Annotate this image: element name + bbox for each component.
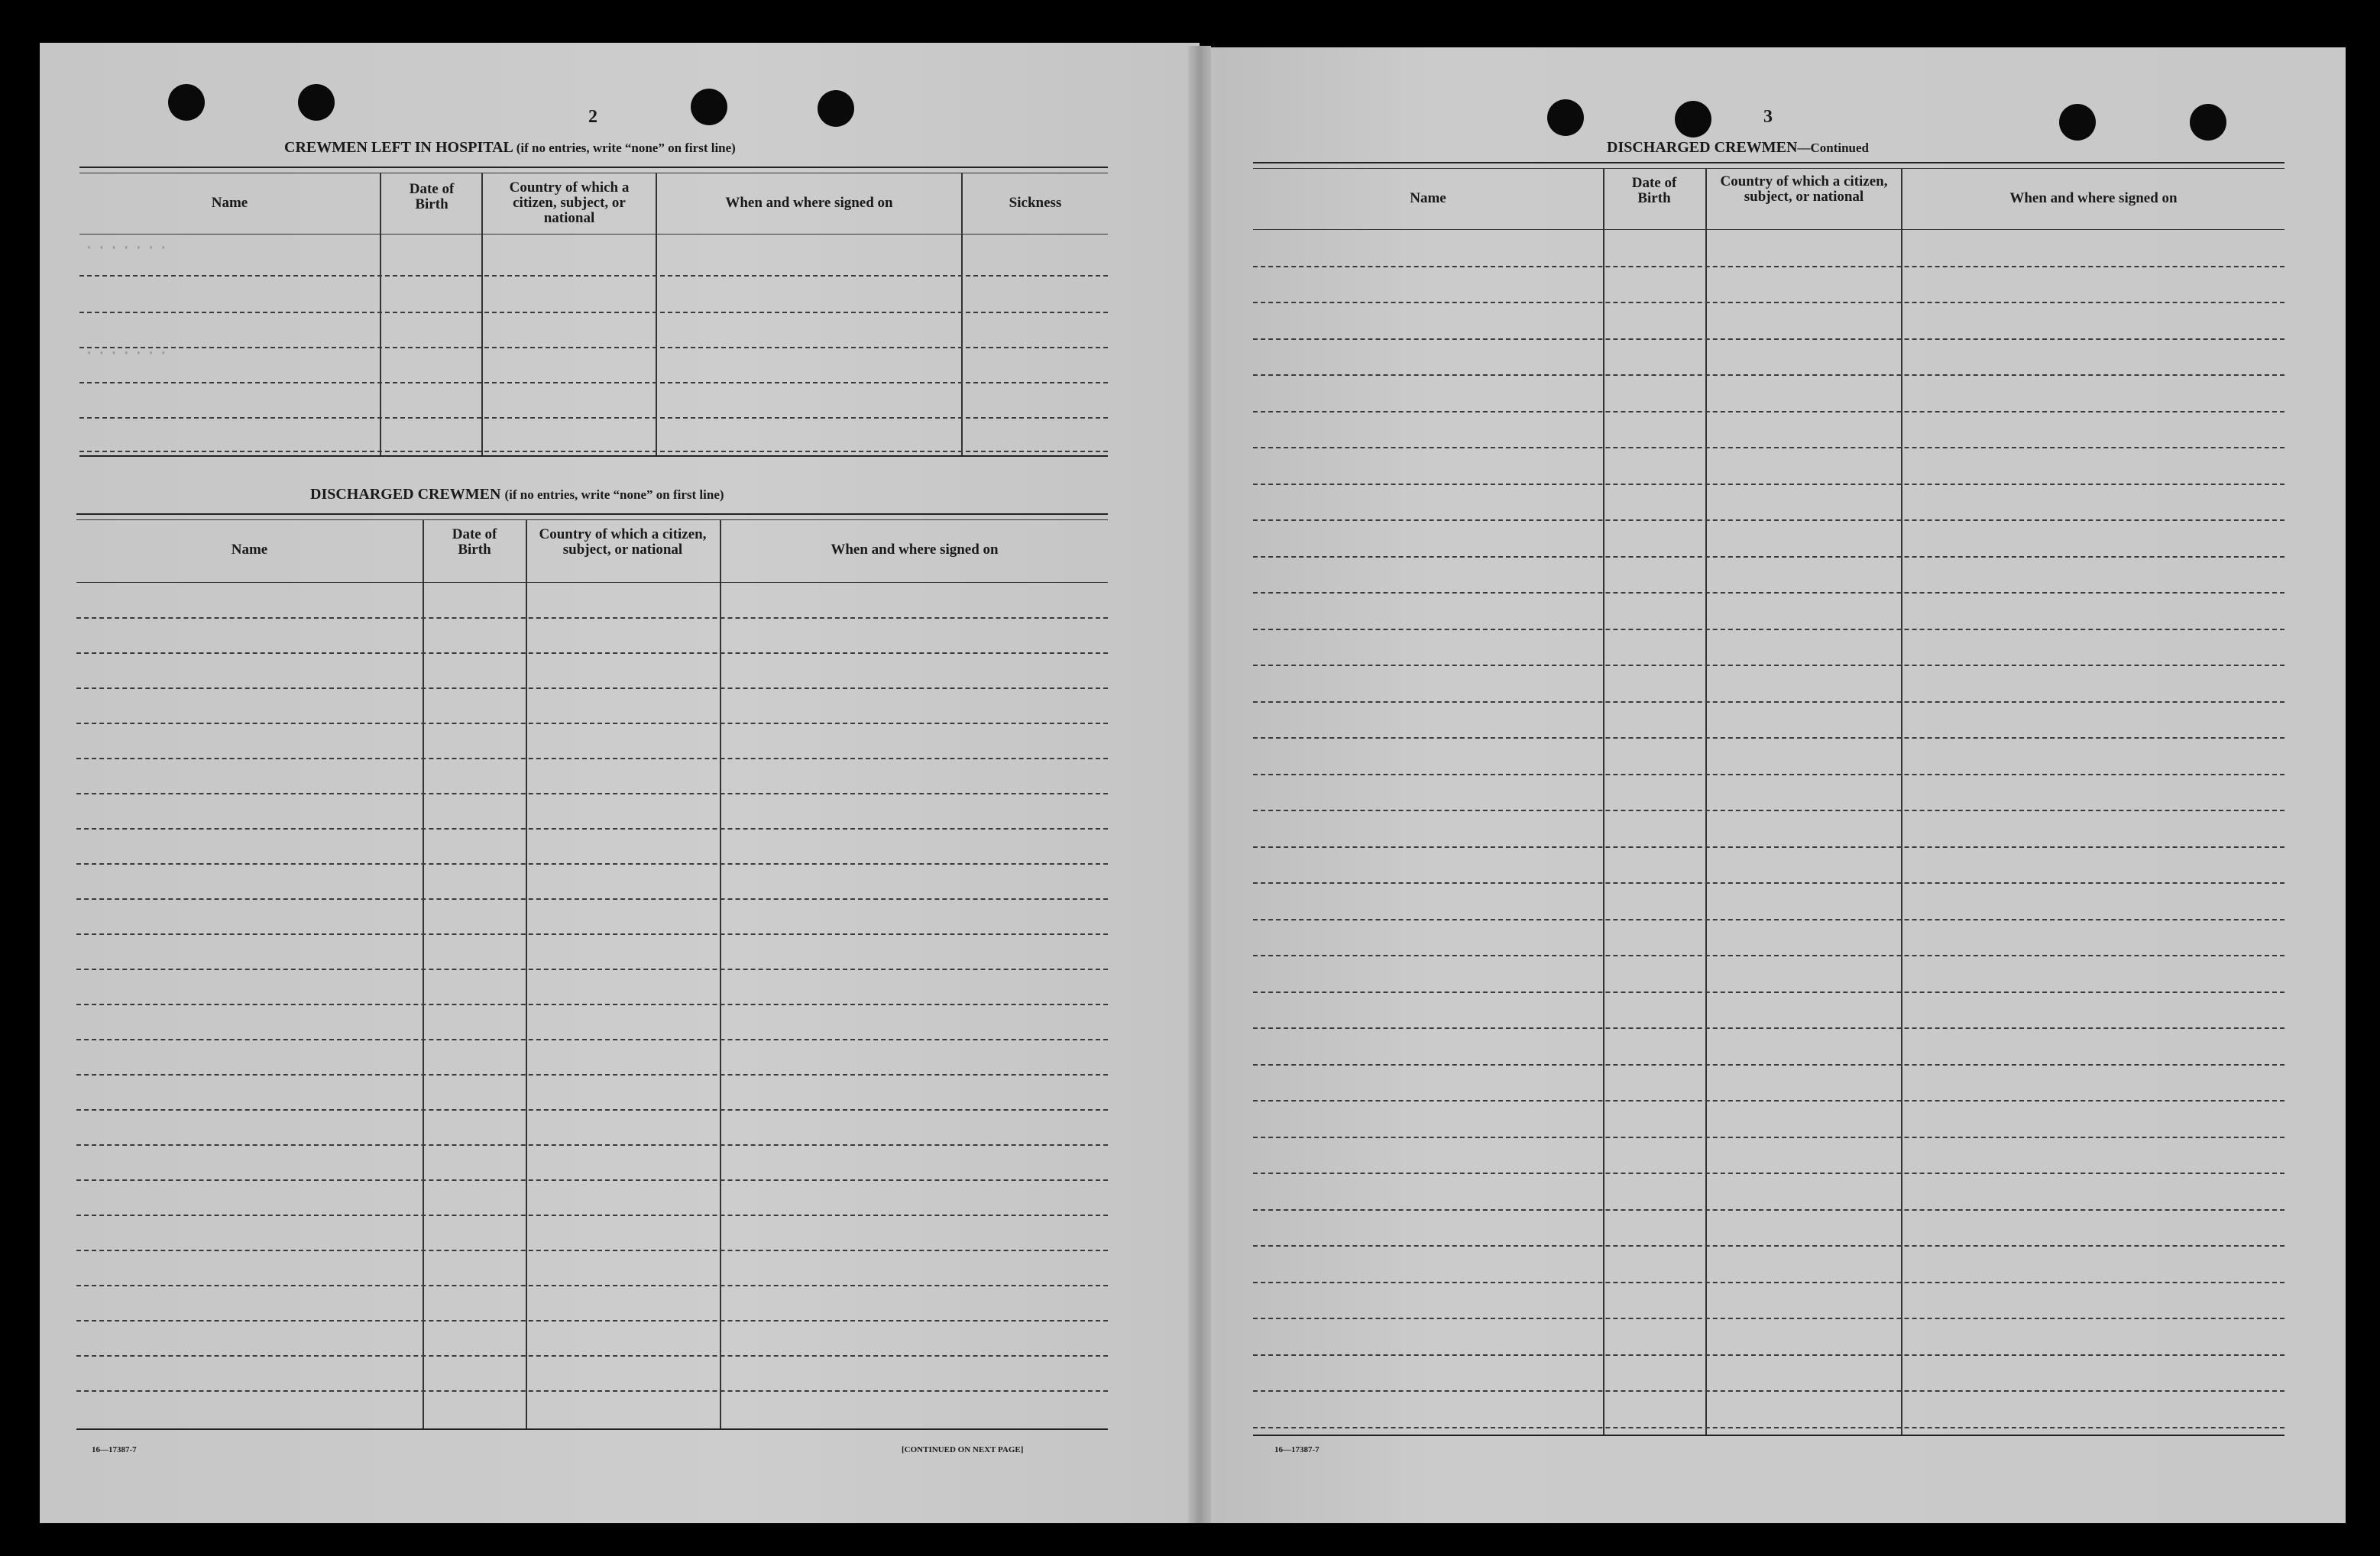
col-header-country: Country of which a citizen, subject, or national <box>539 526 707 558</box>
ruled-row-line <box>1253 1245 2284 1247</box>
ruled-row-line <box>76 863 1108 865</box>
ruled-row-line <box>1253 556 2284 558</box>
discharged-table-top-rule <box>76 519 1108 520</box>
hospital-title-text: CREWMEN LEFT IN HOSPITAL <box>284 139 513 156</box>
col-header-sickness: Sickness <box>1009 195 1062 211</box>
discharged-instruction: (if no entries, write “none” on first line) <box>504 487 724 502</box>
ruled-row-line <box>1253 1427 2284 1428</box>
discharged-continued-top-rule <box>1253 162 2284 163</box>
col-header-country: Country of which a citizen, subject, or national <box>1720 173 1888 205</box>
hospital-instruction: (if no entries, write “none” on first line) <box>516 141 736 155</box>
page-number: 2 <box>588 107 597 127</box>
col-header-date-of-birth: Date of Birth <box>409 181 455 212</box>
ruled-row-line <box>1253 774 2284 775</box>
ruled-row-line <box>76 1215 1108 1216</box>
col-header-name: Name <box>231 542 268 558</box>
ruled-row-line <box>1253 1064 2284 1066</box>
ruled-row-line <box>1253 1100 2284 1101</box>
hospital-table-bottom-rule <box>79 455 1108 457</box>
discharged-table-top-rule <box>76 513 1108 515</box>
ruled-row-line <box>76 933 1108 935</box>
discharged-table-bottom-rule <box>76 1428 1108 1430</box>
ruled-row-line <box>1253 1209 2284 1211</box>
ruled-row-line <box>76 617 1108 619</box>
col-header-country: Country of which a citizen, subject, or national <box>509 180 630 226</box>
ruled-row-line <box>1253 1027 2284 1029</box>
ruled-row-line <box>1253 665 2284 666</box>
col-header-name: Name <box>211 195 248 211</box>
ruled-row-line <box>76 828 1108 830</box>
col-header-date-of-birth: Date of Birth <box>1631 175 1677 206</box>
col-header-signed-on: When and where signed on <box>831 542 999 558</box>
ruled-row-line <box>1253 701 2284 703</box>
page-number: 3 <box>1763 107 1773 127</box>
ruled-row-line <box>1253 592 2284 594</box>
discharged-continued-title <box>1607 139 1869 157</box>
ruled-row-line <box>1253 882 2284 884</box>
ruled-row-line <box>76 687 1108 689</box>
ruled-row-line <box>1253 992 2284 993</box>
ruled-row-line <box>1253 1173 2284 1174</box>
punch-hole <box>1675 101 1711 137</box>
ruled-row-line <box>76 1109 1108 1111</box>
discharged-continued-bottom-rule <box>1253 1435 2284 1436</box>
ruled-row-line <box>76 758 1108 759</box>
hospital-rows <box>79 234 1108 455</box>
ruled-row-line <box>1253 374 2284 376</box>
bleed-through-text: ······· <box>84 344 171 363</box>
ruled-row-line <box>1253 266 2284 267</box>
continued-note: [CONTINUED ON NEXT PAGE] <box>902 1445 1024 1454</box>
punch-hole <box>168 84 205 121</box>
ruled-row-line <box>1253 810 2284 811</box>
col-header-date-of-birth: Date of Birth <box>452 526 497 558</box>
discharged-title-text: DISCHARGED CREWMEN <box>310 486 501 503</box>
ruled-row-line <box>76 1390 1108 1392</box>
ruled-row-line <box>1253 846 2284 848</box>
discharged-continued-top-rule <box>1253 168 2284 169</box>
ruled-row-line <box>76 1074 1108 1076</box>
ruled-row-line <box>1253 955 2284 956</box>
ruled-row-line <box>1253 411 2284 412</box>
ruled-row-line <box>1253 1318 2284 1319</box>
ruled-row-line <box>1253 519 2284 521</box>
col-header-signed-on: When and where signed on <box>725 195 893 211</box>
ruled-row-line <box>1253 1390 2284 1392</box>
ruled-row-line <box>76 723 1108 724</box>
ruled-row-line <box>1253 1137 2284 1138</box>
ruled-row-line <box>76 1250 1108 1251</box>
ruled-row-line <box>76 1355 1108 1357</box>
punch-hole <box>691 89 727 125</box>
form-number: 16—17387-7 <box>92 1445 137 1454</box>
ruled-row-line <box>76 1285 1108 1286</box>
ruled-row-line <box>1253 447 2284 448</box>
punch-hole <box>2190 104 2226 141</box>
bleed-through-text: ······· <box>84 238 171 257</box>
ruled-row-line <box>76 898 1108 900</box>
ruled-row-line <box>76 969 1108 970</box>
ruled-row-line <box>1253 302 2284 303</box>
discharged-continued-rows <box>1253 229 2284 1435</box>
punch-hole <box>818 90 854 127</box>
page-gutter <box>1188 46 1211 1523</box>
ruled-row-line <box>76 1144 1108 1146</box>
col-header-signed-on: When and where signed on <box>2009 190 2178 206</box>
discharged-continued-title-text: DISCHARGED CREWMEN <box>1607 139 1798 156</box>
ruled-row-line <box>76 1004 1108 1005</box>
ruled-row-line <box>1253 629 2284 630</box>
discharged-rows <box>76 582 1108 1428</box>
ruled-row-line <box>1253 338 2284 340</box>
hospital-table-top-rule <box>79 167 1108 168</box>
discharged-section-title <box>310 486 724 503</box>
punch-hole <box>1547 99 1584 136</box>
ruled-row-line <box>76 652 1108 654</box>
punch-hole <box>298 84 335 121</box>
ruled-row-line <box>76 1179 1108 1181</box>
ruled-row-line <box>1253 919 2284 920</box>
punch-hole <box>2059 104 2096 141</box>
ruled-row-line <box>1253 1282 2284 1283</box>
col-header-name: Name <box>1410 190 1446 206</box>
ruled-row-line <box>1253 1354 2284 1356</box>
ruled-row-line <box>76 793 1108 794</box>
hospital-section-title <box>284 139 736 157</box>
ruled-row-line <box>76 1039 1108 1040</box>
continued-suffix: —Continued <box>1797 141 1869 155</box>
ruled-row-line <box>1253 484 2284 485</box>
ruled-row-line <box>1253 737 2284 739</box>
ruled-row-line <box>76 1320 1108 1321</box>
form-number: 16—17387-7 <box>1274 1445 1320 1454</box>
